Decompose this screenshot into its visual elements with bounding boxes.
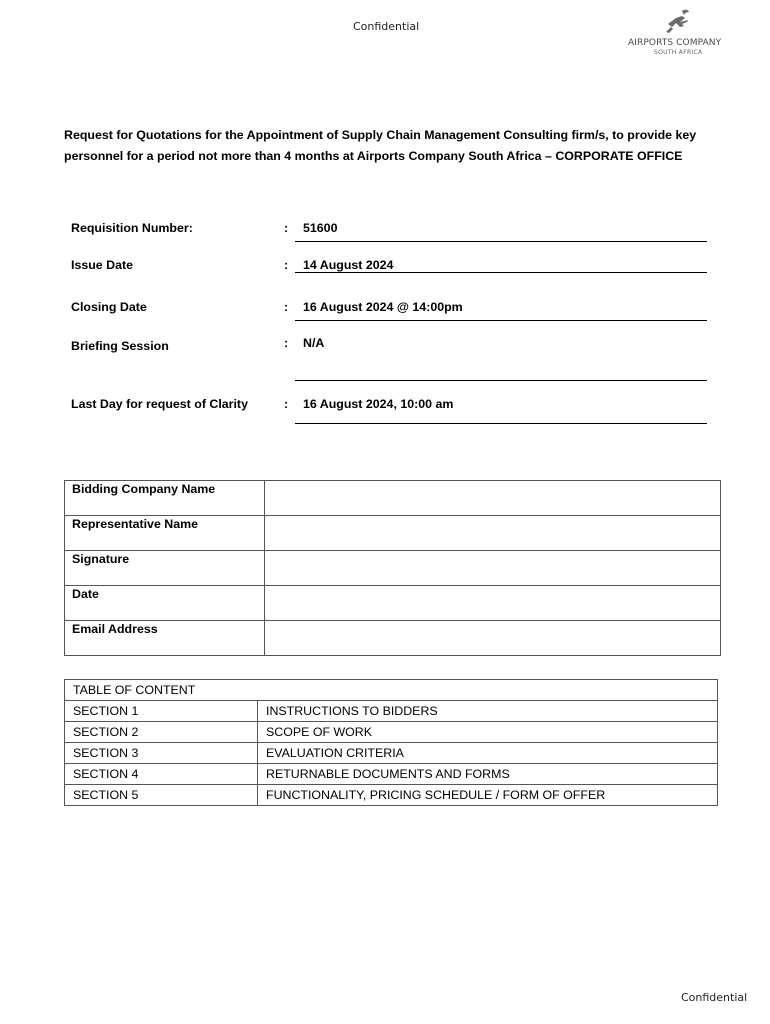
representative-name-field[interactable] — [265, 516, 721, 551]
briefing-session-value: N/A — [303, 336, 325, 350]
logo-text-line1: AIRPORTS COMPANY — [628, 38, 722, 48]
table-row — [65, 701, 718, 722]
email-address-field[interactable] — [265, 621, 721, 656]
requisition-number-label: Requisition Number: — [71, 221, 193, 235]
toc-section-title: EVALUATION CRITERIA — [258, 743, 718, 764]
toc-heading: TABLE OF CONTENT — [65, 680, 718, 701]
table-row — [65, 481, 721, 516]
email-address-label: Email Address — [65, 621, 265, 656]
toc-section-title: FUNCTIONALITY, PRICING SCHEDULE / FORM OF OFFER — [258, 785, 718, 806]
table-row — [65, 516, 721, 551]
bidding-company-name-field[interactable] — [265, 481, 721, 516]
table-row — [65, 743, 718, 764]
field-underline — [295, 423, 707, 424]
toc-section-number: SECTION 2 — [65, 722, 258, 743]
toc-section-number: SECTION 5 — [65, 785, 258, 806]
toc-section-number: SECTION 4 — [65, 764, 258, 785]
clarity-deadline-label: Last Day for request of Clarity — [71, 397, 248, 411]
date-label: Date — [65, 586, 265, 621]
field-colon: : — [284, 336, 289, 350]
table-row — [65, 722, 718, 743]
table-row — [65, 764, 718, 785]
field-underline — [295, 272, 707, 273]
field-underline — [295, 320, 707, 321]
bidding-company-name-label: Bidding Company Name — [65, 481, 265, 516]
field-underline — [295, 380, 707, 381]
table-row — [65, 680, 718, 701]
field-colon: : — [284, 258, 289, 272]
toc-section-title: SCOPE OF WORK — [258, 722, 718, 743]
clarity-deadline-value: 16 August 2024, 10:00 am — [303, 397, 454, 411]
table-row — [65, 785, 718, 806]
toc-section-title: INSTRUCTIONS TO BIDDERS — [258, 701, 718, 722]
table-row — [65, 586, 721, 621]
issue-date-value: 14 August 2024 — [303, 258, 394, 272]
field-underline — [295, 241, 707, 242]
table-of-content — [64, 679, 718, 806]
logo-text-line2: SOUTH AFRICA — [654, 49, 703, 56]
signature-label: Signature — [65, 551, 265, 586]
bidder-details-table — [64, 480, 721, 656]
issue-date-label: Issue Date — [71, 258, 133, 272]
representative-name-label: Representative Name — [65, 516, 265, 551]
field-colon: : — [284, 397, 289, 411]
requisition-number-value: 51600 — [303, 221, 338, 235]
toc-section-number: SECTION 1 — [65, 701, 258, 722]
document-title: Request for Quotations for the Appointment of Supply Chain Management Consulting firm/s, to provide key personnel for a period not more than 4 months at Airports Company South Africa – CORPORATE OFFICE — [64, 128, 697, 163]
closing-date-value: 16 August 2024 @ 14:00pm — [303, 300, 463, 314]
table-row — [65, 621, 721, 656]
signature-field[interactable] — [265, 551, 721, 586]
toc-section-number: SECTION 3 — [65, 743, 258, 764]
company-logo — [622, 8, 734, 60]
closing-date-label: Closing Date — [71, 300, 147, 314]
briefing-session-label: Briefing Session — [71, 339, 169, 353]
confidential-footer: Confidential — [681, 991, 748, 1004]
table-row — [65, 551, 721, 586]
runner-logo-icon — [622, 8, 734, 40]
date-field[interactable] — [265, 586, 721, 621]
field-colon: : — [284, 300, 289, 314]
confidential-header: Confidential — [353, 20, 420, 33]
field-colon: : — [284, 221, 289, 235]
toc-section-title: RETURNABLE DOCUMENTS AND FORMS — [258, 764, 718, 785]
